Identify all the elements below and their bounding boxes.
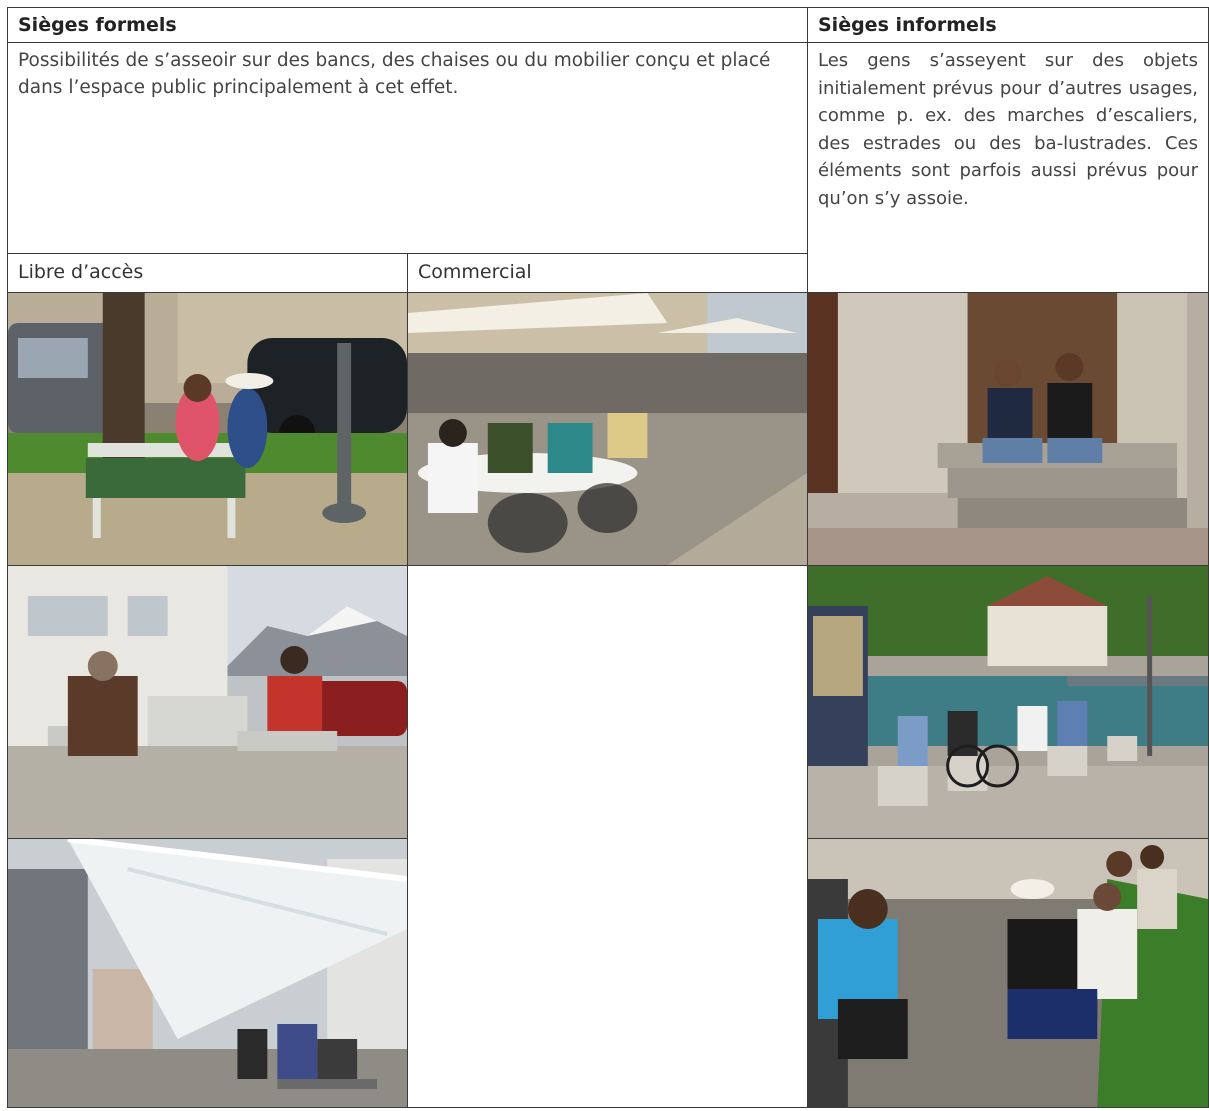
formal-seating-header: Sièges formels [7,8,808,43]
free-access-subheader: Libre d’accès [7,254,408,293]
bench-park-photo [7,293,408,566]
empty-commercial-cell [408,566,808,1108]
formal-seating-description: Possibilités de s’asseoir sur des bancs, des chaises ou du mobilier conçu et placé dans l’espace public principalement à cet effet. [7,43,808,254]
street-bench-mountains-photo [7,566,408,839]
informal-seating-header: Sièges informels [808,8,1209,43]
cafe-terrace-photo [408,293,808,566]
steps-doorway-photo [808,293,1209,566]
seating-comparison-table [7,7,1209,1110]
informal-seating-description: Les gens s’asseyent sur des objets initialement prévus pour d’autres usages, comme p. ex. des marches d’escaliers, des estrades ou des ba-lustrades. Ces éléments sont parfois aussi prévus pour qu’on s’y assoie. [808,43,1209,293]
canopy-square-photo [7,839,408,1108]
fountain-edge-photo [808,839,1209,1108]
riverside-blocks-photo [808,566,1209,839]
commercial-subheader: Commercial [408,254,808,293]
